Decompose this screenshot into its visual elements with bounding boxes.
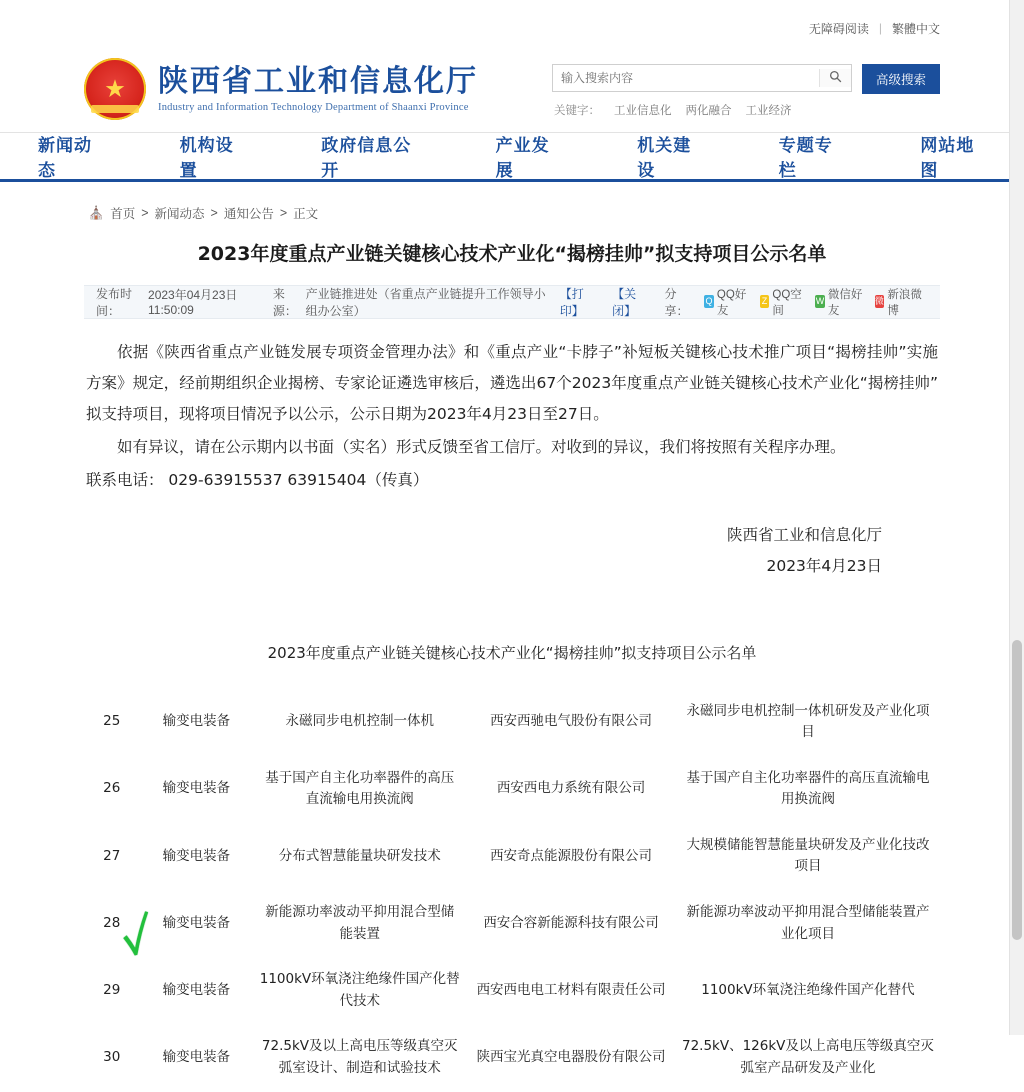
row-project: 新能源功率波动平抑用混合型储能装置产业化项目 — [686, 904, 930, 942]
home-icon: ⛪ — [88, 205, 105, 220]
article-signature — [84, 498, 940, 582]
search-input[interactable] — [553, 65, 819, 91]
share-weibo[interactable] — [875, 286, 922, 318]
share-qzone-label: QQ空间 — [772, 288, 802, 317]
source-value: 产业链推进处（省重点产业链提升工作领导小组办公室） — [305, 286, 546, 318]
row-chain: 输变电装备 — [162, 1049, 231, 1066]
row-number: 29 — [103, 982, 121, 999]
nav-item-gov-info[interactable]: 政府信息公开 — [321, 136, 412, 181]
search-keywords — [552, 102, 792, 118]
row-chain: 输变电装备 — [162, 713, 231, 730]
row-company: 西安西电电工材料有限责任公司 — [476, 982, 666, 999]
page-scrollbar[interactable] — [1009, 0, 1024, 1035]
page-title: 2023年度重点产业链关键核心技术产业化“揭榜挂帅”拟支持项目公示名单 — [197, 243, 827, 265]
row-project: 永磁同步电机控制一体机研发及产业化项目 — [686, 702, 930, 741]
share-wechat[interactable] — [815, 286, 862, 318]
row-number: 25 — [103, 713, 121, 730]
share-weibo-label: 新浪微博 — [887, 288, 922, 317]
nav-item-news[interactable]: 新闻动态 — [38, 136, 93, 181]
breadcrumb-separator-2: > — [210, 206, 218, 220]
share-qzone[interactable] — [760, 286, 804, 318]
advanced-search-button[interactable]: 高级搜索 — [862, 64, 940, 94]
search-row — [552, 64, 940, 94]
table-wrapper — [84, 689, 940, 1092]
search-box[interactable] — [552, 64, 852, 92]
article-paragraph-2: 如有异议，请在公示期内以书面（实名）形式反馈至省工信厅。对收到的异议，我们将按照有关程序办理。 — [117, 437, 846, 456]
signature-org: 陕西省工业和信息化厅 — [726, 525, 882, 544]
share-area — [665, 285, 928, 319]
main-nav — [0, 132, 1024, 182]
row-chain: 输变电装备 — [162, 914, 231, 931]
site-title: 陕西省工业和信息化厅 — [158, 63, 478, 99]
table-row[interactable] — [84, 823, 940, 890]
share-wechat-label: 微信好友 — [827, 288, 863, 317]
breadcrumb-separator-1: > — [141, 206, 149, 220]
breadcrumb-item-news[interactable]: 新闻动态 — [154, 207, 205, 221]
share-qq-label: QQ好友 — [716, 288, 747, 317]
wechat-icon: W — [815, 296, 825, 306]
breadcrumb-item-notice[interactable]: 通知公告 — [223, 207, 274, 221]
row-number: 28 — [103, 914, 121, 931]
utility-bar — [0, 10, 1024, 46]
table-row[interactable] — [84, 689, 940, 756]
row-number: 30 — [103, 1049, 121, 1066]
nav-item-special[interactable]: 专题专栏 — [778, 136, 833, 181]
nav-item-industry[interactable]: 产业发展 — [495, 136, 550, 181]
qq-icon: Q — [705, 296, 713, 306]
signature-date: 2023年4月23日 — [766, 556, 882, 575]
article-contact: 联系电话： 029-63915537 63915404（传真） — [86, 470, 429, 489]
project-list-table — [84, 689, 940, 1092]
national-emblem-icon — [84, 58, 146, 120]
publish-time: 2023年04月23日 11:50:09 — [148, 288, 238, 317]
site-header — [0, 46, 1024, 132]
row-company: 西安西驰电气股份有限公司 — [490, 713, 653, 730]
row-number: 26 — [103, 780, 121, 797]
article-paragraph-1: 依据《陕西省重点产业链发展专项资金管理办法》和《重点产业“卡脖子”补短板关键核心技术推广项目“揭榜挂帅”实施方案》规定，经前期组织企业揭榜、专家论证遴选审核后，遴选出67个2023年度重点产业链关键核心技术产业化“揭榜挂帅”拟支持项目，现将项目情况予以公示，公示日期为2023年4月23日至27日。 — [86, 342, 938, 423]
breadcrumb-item-current: 正文 — [293, 207, 319, 221]
row-tech: 分布式智慧能量块研发技术 — [278, 847, 441, 864]
weibo-icon: 微 — [874, 296, 884, 306]
row-company: 西安西电力系统有限公司 — [496, 780, 646, 797]
row-chain: 输变电装备 — [162, 780, 231, 797]
table-row[interactable] — [84, 890, 940, 957]
source-label: 来源： — [272, 286, 297, 318]
publish-label: 发布时间： — [96, 286, 133, 318]
row-project: 基于国产自主化功率器件的高压直流输电用换流阀 — [686, 769, 930, 808]
row-company: 陕西宝光真空电器股份有限公司 — [476, 1049, 666, 1066]
row-company: 西安合容新能源科技有限公司 — [483, 914, 659, 931]
row-chain: 输变电装备 — [162, 982, 231, 999]
row-company: 西安奇点能源股份有限公司 — [490, 847, 653, 864]
row-project: 1100kV环氧浇注绝缘件国产化替代 — [701, 982, 915, 999]
site-logo[interactable] — [84, 58, 478, 120]
header-search-area — [552, 60, 940, 118]
print-button[interactable]: 【打印】 — [559, 286, 584, 318]
nav-item-sitemap[interactable]: 网站地图 — [920, 136, 975, 181]
close-button[interactable]: 【关闭】 — [612, 286, 637, 318]
table-row[interactable] — [84, 957, 940, 1024]
utility-separator: | — [878, 21, 882, 35]
row-number: 27 — [103, 847, 121, 864]
qzone-icon: Z — [760, 295, 770, 308]
breadcrumb — [84, 182, 940, 236]
row-tech: 永磁同步电机控制一体机 — [285, 713, 434, 730]
keywords-label: 关键字： — [554, 105, 600, 117]
keyword-link-1[interactable]: 两化融合 — [685, 105, 732, 117]
row-project: 大规模储能智慧能量块研发及产业化技改项目 — [686, 836, 930, 875]
breadcrumb-item-home[interactable]: 首页 — [110, 207, 136, 221]
row-tech: 1100kV环氧浇注绝缘件国产化替代技术 — [259, 971, 460, 1009]
article-meta-bar — [84, 285, 940, 319]
row-tech: 基于国产自主化功率器件的高压直流输电用换流阀 — [265, 769, 455, 808]
site-subtitle: Industry and Information Technology Department of Shaanxi Province — [158, 102, 469, 114]
share-label: 分享： — [664, 286, 689, 318]
keyword-link-0[interactable]: 工业信息化 — [614, 105, 672, 117]
scrollbar-thumb[interactable] — [1012, 640, 1022, 940]
breadcrumb-separator-3: > — [279, 206, 288, 220]
table-body — [84, 689, 940, 1092]
row-tech: 72.5kV及以上高电压等级真空灭弧室设计、制造和试验技术 — [261, 1038, 458, 1077]
page-content — [0, 182, 1024, 1092]
accessibility-link[interactable]: 无障碍阅读 — [808, 21, 869, 36]
article-body — [84, 319, 940, 496]
table-title: 2023年度重点产业链关键核心技术产业化“揭榜挂帅”拟支持项目公示名单 — [267, 643, 757, 662]
check-mark-icon: ✓ — [118, 909, 156, 966]
nav-item-org[interactable]: 机构设置 — [179, 136, 234, 181]
search-icon[interactable] — [819, 69, 851, 87]
keyword-link-2[interactable]: 工业经济 — [745, 105, 792, 117]
share-qq[interactable] — [704, 286, 748, 318]
traditional-chinese-link[interactable]: 繁體中文 — [891, 21, 940, 36]
nav-item-agency[interactable]: 机关建设 — [637, 136, 692, 181]
table-row[interactable] — [84, 756, 940, 823]
row-tech: 新能源功率波动平抑用混合型储能装置 — [265, 904, 455, 942]
row-chain: 输变电装备 — [162, 847, 231, 864]
row-project: 72.5kV、126kV及以上高电压等级真空灭弧室产品研发及产业化 — [681, 1038, 934, 1077]
